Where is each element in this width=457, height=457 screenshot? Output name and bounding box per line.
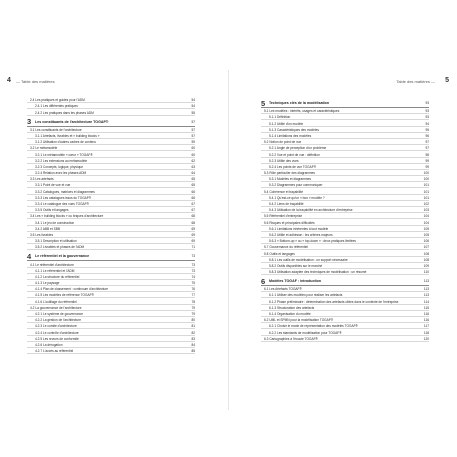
- page-ref: 116: [423, 318, 429, 323]
- toc-entry-title: 5.2 Notion de point de vue: [264, 140, 302, 145]
- toc-entry-title: 5.8 Outils et langages: [264, 251, 295, 256]
- page-ref: 57: [191, 127, 195, 132]
- page-ref: 100: [423, 177, 429, 182]
- toc-entry-title: 3.4.1 Le jeu de construction: [35, 220, 75, 225]
- toc-entry-title: 3.4.2 ABB et SBB: [35, 226, 60, 231]
- page-ref: 99: [425, 158, 429, 163]
- toc-entry-title: 3.2.1 Le métamodèle « cœur » TOGAF®: [35, 152, 93, 157]
- page-ref: 69: [191, 239, 195, 244]
- page-ref: 113: [423, 293, 429, 298]
- toc-entry-title: 3.5.1 Description et utilisation: [35, 239, 77, 244]
- page-ref: 98: [425, 152, 429, 157]
- page-ref: 79: [191, 312, 195, 316]
- toc-entry-title: 4.2.7 L'accès au référentiel: [35, 349, 74, 354]
- page-ref: 65: [191, 177, 195, 182]
- page-ref: 66: [191, 195, 195, 200]
- toc-entry-title: 3.3 Les artefacts: [30, 177, 54, 182]
- toc-entry-title: 4.1.1 Le référentiel et l'ADM: [35, 268, 75, 273]
- page-ref: 69: [191, 226, 195, 231]
- chapter-heading: [261, 277, 429, 286]
- page-ref: 104: [423, 220, 429, 225]
- page-ref: 109: [423, 263, 429, 268]
- page-ref: 105: [423, 232, 429, 237]
- toc-subsection: [261, 269, 429, 275]
- page-number: 4: [7, 77, 11, 84]
- chapter-title: Modèles TOGAF : introduction: [269, 279, 322, 284]
- toc-entry-title: 5.6.2 Utilité et adhésion : les critères majeurs: [269, 232, 333, 237]
- page-ref: 67: [191, 202, 195, 206]
- page-ref: 101: [423, 195, 429, 200]
- page-ref: 66: [191, 189, 195, 194]
- page-ref: 68: [191, 214, 195, 219]
- toc-entry-title: 3.3.4 Le catalogue des vues TOGAF®: [35, 202, 89, 206]
- toc-entry-title: 5.2.2 Vue et point de vue : définition: [269, 152, 320, 157]
- toc-entry-title: 4.1.5 Les modèles de référence TOGAF®: [35, 293, 94, 298]
- chapter-title: Le référentiel et la gouvernance: [35, 254, 90, 259]
- page-ref: 113: [423, 287, 429, 292]
- page-ref: 100: [423, 171, 429, 176]
- page-ref: 106: [423, 239, 429, 244]
- toc-entry-title: 5.7 Gouvernance du référentiel: [264, 245, 308, 250]
- page-ref: 73: [191, 254, 195, 259]
- table-of-contents: [261, 97, 429, 342]
- toc-entry-title: 4.1.4 Plan de classement : continuum d'architecture: [35, 287, 109, 292]
- toc-entry-title: 5.6 Risques et principales difficultés: [264, 220, 315, 225]
- page-ref: 114: [423, 299, 429, 304]
- toc-subsection: [27, 244, 195, 250]
- toc-entry-title: 3.2.2 Les extensions au métamodèle: [35, 158, 88, 163]
- page-ref: 59: [191, 140, 195, 145]
- page-ref: 80: [191, 318, 195, 323]
- toc-entry-title: 5.4.3 Utilisation de la traçabilité en architecture d'entreprise: [269, 208, 353, 213]
- page-ref: 105: [423, 226, 429, 231]
- toc-entry-title: 5.8.1 Les outils de modélisation : un support nécessaire: [269, 257, 348, 262]
- chapter-number: 5: [261, 98, 266, 108]
- chapter-heading: [27, 118, 195, 127]
- toc-entry-title: 5.8.2 Outils disponibles sur le marché: [269, 263, 323, 268]
- running-header: Table des matières —: [396, 79, 435, 84]
- chapter-number: 3: [27, 117, 32, 127]
- toc-entry-title: 4.1.3 Le paysage: [35, 281, 60, 286]
- toc-entry-title: 3.5.2 Livrables et phases de l'ADM: [35, 245, 85, 250]
- toc-subsection: [27, 348, 195, 354]
- page-ref: 67: [191, 208, 195, 213]
- page-ref: 79: [191, 305, 195, 310]
- page-ref: 75: [191, 281, 195, 286]
- page-ref: 101: [423, 189, 429, 194]
- table-of-contents: [27, 97, 195, 354]
- page-ref: 57: [191, 119, 195, 124]
- page-ref: 96: [425, 133, 429, 138]
- left-page: [0, 0, 228, 457]
- page-ref: 99: [425, 164, 429, 169]
- toc-entry-title: 6.1.4 Organisation du modèle: [269, 312, 311, 316]
- page-ref: 74: [191, 274, 195, 279]
- toc-entry-title: 4.2.3 Le comité d'architecture: [35, 324, 77, 329]
- toc-entry-title: 5.2.1 Angle de perception d'un problème: [269, 146, 327, 151]
- toc-entry-title: 6.1.2 Phase préliminaire : détermination des artefacts cibles dans le contexte de l'entreprise: [269, 299, 399, 304]
- toc-entry-title: 5.2.3 Utilité des vues: [269, 158, 299, 163]
- toc-entry-title: 3.1.2 Utilisation d'autres cadres de contenu: [35, 140, 97, 145]
- page-ref: 93: [425, 101, 429, 105]
- page-ref: 65: [191, 183, 195, 188]
- page-ref: 69: [191, 232, 195, 237]
- chapter-title: Techniques clés de la modélisation: [269, 101, 330, 105]
- toc-entry-title: 5.6.3 « Bottom-up » ou « top-down » : deux pratiques limitées: [269, 239, 356, 244]
- chapter-number: 4: [27, 251, 32, 261]
- page-ref: 97: [425, 140, 429, 145]
- page-ref: 110: [423, 270, 429, 275]
- page-ref: 82: [191, 330, 195, 335]
- toc-entry-title: 5.8.3 Utilisation adaptée des techniques de modélisation : un résumé: [269, 270, 367, 275]
- page-ref: 60: [191, 146, 195, 151]
- page-ref: 97: [425, 146, 429, 151]
- page-ref: 57: [191, 133, 195, 138]
- chapter-number: 6: [261, 276, 266, 286]
- right-page: [229, 0, 457, 457]
- toc-entry-title: 5.4.2 Liens de traçabilité: [269, 202, 304, 206]
- toc-entry-title: 4.1.6 L'outillage du référentiel: [35, 299, 77, 304]
- toc-entry-title: 3.3.5 Outils et langages: [35, 208, 69, 213]
- page-ref: 108: [423, 257, 429, 262]
- page-ref: 63: [191, 164, 195, 169]
- page-ref: 115: [423, 305, 429, 310]
- toc-entry-title: 4.2 La gouvernance de l'architecture: [30, 305, 82, 310]
- page-ref: 108: [423, 251, 429, 256]
- toc-entry-title: 2.4.2 Les pratiques dans les phases ADM: [35, 110, 94, 115]
- page-ref: 81: [191, 324, 195, 329]
- toc-entry-title: 4.1 Le référentiel d'architecture: [30, 262, 74, 267]
- toc-entry-title: 3.1 Les constituants de l'architecture: [30, 127, 82, 132]
- toc-entry-title: 4.2.6 La dérogation: [35, 342, 63, 347]
- toc-entry-title: 5.6.1 Limitations inhérentes à tout modèle: [269, 226, 329, 231]
- page-ref: 93: [425, 109, 429, 114]
- page-ref: 76: [191, 287, 195, 292]
- toc-entry-title: 4.2.5 Les revues de conformité: [35, 336, 79, 341]
- page-ref: 95: [425, 127, 429, 132]
- toc-entry-title: 5.1.1 Définition: [269, 115, 291, 120]
- page-ref: 104: [423, 214, 429, 219]
- toc-entry-title: 5.3 Rôle particulier des diagrammes: [264, 171, 316, 176]
- toc-entry-title: 3.2.4 Relation avec les phases ADM: [35, 171, 87, 176]
- toc-entry-title: 6.3 Cartographies à l'écoute TOGAF®: [264, 336, 318, 341]
- page-ref: 60: [191, 152, 195, 157]
- page-ref: 64: [191, 171, 195, 176]
- page-ref: 78: [191, 299, 195, 304]
- toc-entry-title: 3.3.1 Point de vue et vue: [35, 183, 71, 188]
- chapter-title: Les constituants de l'architecture TOGAF®: [35, 119, 109, 124]
- toc-entry-title: 4.2.1 Le système de gouvernance: [35, 312, 84, 316]
- toc-entry-title: 5.4 Cohérence et traçabilité: [264, 189, 303, 194]
- page-ref: 113: [423, 279, 429, 284]
- page-ref: 54: [191, 98, 195, 103]
- chapter-heading: [261, 99, 429, 108]
- toc-entry-title: 5.3.1 Modèles et diagrammes: [269, 177, 311, 182]
- toc-entry-title: 6.2.2 Les standards de modélisation pour TOGAF®: [269, 330, 342, 335]
- toc-entry-title: 6.2.1 Choisir le mode de représentation des modèles TOGAF®: [269, 324, 358, 329]
- page-ref: 62: [191, 158, 195, 163]
- toc-entry-title: 5.2.4 Les points de vue TOGAF®: [269, 164, 317, 169]
- toc-entry-title: 4.1.2 La structure du référentiel: [35, 274, 80, 279]
- page-ref: 73: [191, 262, 195, 267]
- page-number: 5: [445, 77, 449, 84]
- toc-section: [261, 336, 429, 342]
- page-ref: 101: [423, 183, 429, 188]
- toc-entry-title: 6.1 Les Artefacts TOGAF®: [264, 287, 302, 292]
- toc-entry-title: 3.3.2 Catalogues, matrices et diagrammes: [35, 189, 95, 194]
- toc-entry-title: 6.1.3 Structuration des artefacts: [269, 305, 315, 310]
- toc-entry-title: 3.2 Le métamodèle: [30, 146, 58, 151]
- page-ref: 103: [423, 208, 429, 213]
- page-ref: 54: [191, 104, 195, 109]
- toc-subsection: [27, 109, 195, 115]
- page-ref: 85: [191, 349, 195, 354]
- page-ref: 84: [191, 342, 195, 347]
- toc-entry-title: 2.4 Les pratiques et guides pour l'ADM: [30, 98, 85, 103]
- page-ref: 120: [423, 336, 429, 341]
- toc-entry-title: 5.1.3 Caractéristiques des modèles: [269, 127, 319, 132]
- toc-entry-title: 5.1.4 Limitations des modèles: [269, 133, 312, 138]
- toc-entry-title: 5.5 Référentiel d'entreprise: [264, 214, 303, 219]
- toc-entry-title: 5.4.1 Qu'est-ce qu'un « bon » modèle ?: [269, 195, 325, 200]
- toc-entry-title: 4.2.2 La gestion de l'architecture: [35, 318, 81, 323]
- toc-entry-title: 5.3.2 Diagrammes pour communiquer: [269, 183, 323, 188]
- page-ref: 118: [423, 330, 429, 335]
- toc-entry-title: 3.5 Les livrables: [30, 232, 54, 237]
- page-ref: 93: [425, 115, 429, 120]
- running-header: — Table des matières: [16, 79, 55, 84]
- page-ref: 71: [191, 245, 195, 250]
- toc-entry-title: 3.2.3 Concepts, logique, physique: [35, 164, 84, 169]
- toc-entry-title: 3.4 Les « building blocks » ou briques d'architecture: [30, 214, 104, 219]
- page-ref: 77: [191, 293, 195, 298]
- toc-entry-title: 3.1.1 Artefacts, livrables et « building blocks »: [35, 133, 100, 138]
- page-ref: 117: [423, 324, 429, 329]
- chapter-heading: [27, 252, 195, 261]
- toc-entry-title: 3.3.3 Les catalogues issus du TOGAF®: [35, 195, 92, 200]
- toc-entry-title: 6.2 UML et SPMN pour la modélisation TOGAF®: [264, 318, 334, 323]
- page-ref: 73: [191, 268, 195, 273]
- page-ref: 107: [423, 245, 429, 250]
- page-ref: 116: [423, 312, 429, 316]
- page-ref: 83: [191, 336, 195, 341]
- page-ref: 102: [423, 202, 429, 206]
- page-ref: 68: [191, 220, 195, 225]
- toc-entry-title: 5.1 Les modèles : intérêts, usages et caractéristiques: [264, 109, 340, 114]
- toc-entry-title: 5.1.2 Utilité d'un modèle: [269, 121, 304, 126]
- toc-entry-title: 4.2.4 Le contrôle d'architecture: [35, 330, 79, 335]
- page-ref: 55: [191, 110, 195, 115]
- page-ref: 94: [425, 121, 429, 126]
- toc-entry-title: 2.4.1 Les différentes pratiques: [35, 104, 78, 109]
- toc-entry-title: 6.1.1 Utiliser des modèles pour réaliser les artefacts: [269, 293, 343, 298]
